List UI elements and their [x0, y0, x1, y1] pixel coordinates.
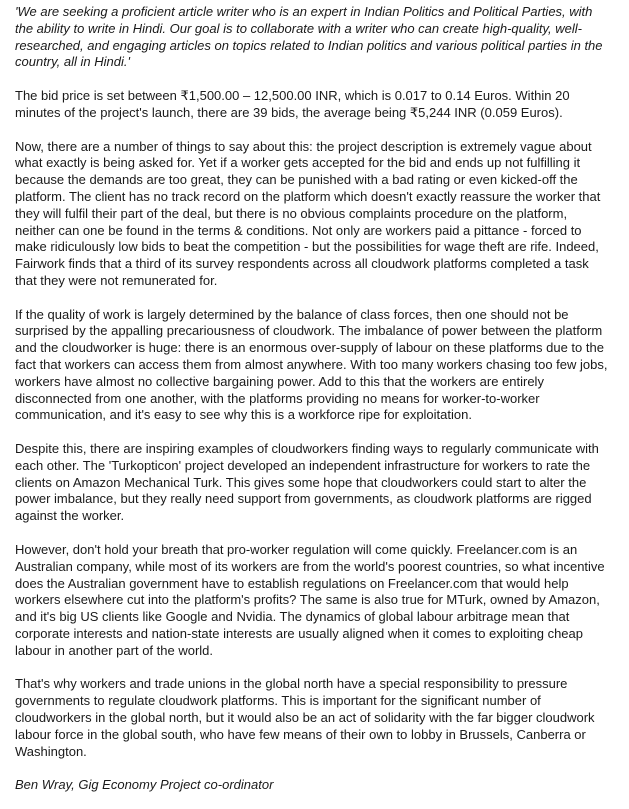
paragraph-class-forces: If the quality of work is largely determined by the balance of class forces, then one should not be surprised by the appalling precariousness of cloudwork. The imbalance of power between the platform and the cloudworker is huge: there is an enormous over-supply of labour on these platforms due to the fact that workers can access them from almost anywhere. With too many workers chasing too few jobs, workers have almost no collective bargaining power. Add to this that the workers are entirely disconnected from one another, with the platforms providing no means for worker-to-worker communication, and it's easy to see why this is a workforce ripe for exploitation. [15, 306, 608, 423]
paragraph-global-north: That's why workers and trade unions in the global north have a special responsibility to pressure governments to regulate cloudwork platforms. This is important for the significant number of cloudworkers in the global north, but it would also be an act of solidarity with the far bigger cloudwork labour force in the global south, who have few means of their own to lobby in Brussels, Canberra or Washington. [15, 676, 595, 759]
paragraph-turkopticon: Despite this, there are inspiring examples of cloudworkers finding ways to regularly communicate with each other. The 'Turkopticon' project developed an independent infrastructure for workers to rate the clients on Amazon Mechanical Turk. This gives some hope that cloudworkers could start to alter the power imbalance, but they really need support from governments, as cloudwork platforms are rigged against the worker. [15, 441, 599, 524]
paragraph-bid-price: The bid price is set between ₹1,500.00 – 12,500.00 INR, which is 0.017 to 0.14 Euros. Within 20 minutes of the project's launch, there are 39 bids, the average being ₹5,244 INR (0.059 Euros). [15, 88, 570, 120]
paragraph-regulation: However, don't hold your breath that pro-worker regulation will come quickly. Freelancer.com is an Australian company, while most of its workers are from the world's poorest countries, so what incentive does the Australian government have to establish regulations on Freelancer.com that would help workers elsewhere cut into the platform's profits? The same is also true for MTurk, owned by Amazon, and it's big US clients like Google and Nvidia. The dynamics of global labour arbitrage mean that corporate interests and nation-state interests are usually aligned when it comes to exploiting cheap labour in another part of the world. [15, 541, 605, 658]
article-body [15, 4, 609, 794]
author-signature: Ben Wray, Gig Economy Project co-ordinator [15, 777, 274, 793]
paragraph-project-issues: Now, there are a number of things to say about this: the project description is extremely vague about what exactly is being asked for. Yet if a worker gets accepted for the bid and ends up not fulfilling it because the demands are too great, they can be punished with a bad rating or even kicked-off the platform. The client has no track record on the platform which doesn't exactly reassure the worker that they will fulfil their part of the deal, but there is no obvious complaints procedure on the platform, neither can one be found in the terms & conditions. Not only are workers paid a pittance - forced to make ridiculously low bids to beat the competition - but the possibilities for wage theft are rife. Indeed, Fairwork finds that a third of its survey respondents across all cloudwork platforms completed a task that they were not remunerated for. [15, 138, 601, 288]
quoted-project-description: 'We are seeking a proficient article writer who is an expert in Indian Politics and Political Parties, with the ability to write in Hindi. Our goal is to collaborate with a writer who can create high-quality, well-researched, and engaging articles on topics related to Indian politics and various political parties in the country, all in Hindi.' [15, 4, 603, 70]
